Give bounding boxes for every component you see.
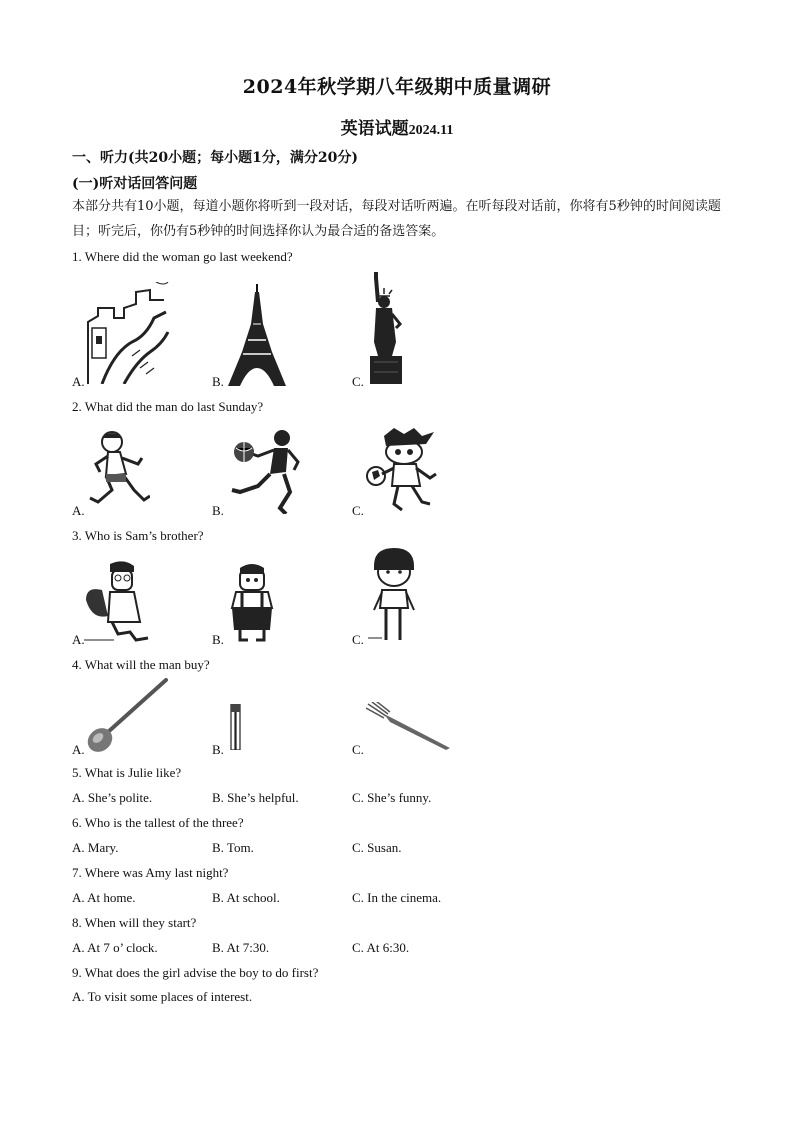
part-heading: (一)听对话回答问题: [72, 176, 198, 192]
q5-option-b: B. She’s helpful.: [212, 790, 299, 805]
q5-option-a: A. She’s polite.: [72, 790, 153, 805]
q7-option-a: A. At home.: [72, 890, 136, 905]
q1-option-b: B.: [212, 374, 224, 389]
q4-option-b: B.: [212, 742, 224, 757]
exam-subtitle: [0, 114, 794, 139]
q3-option-a-line: [72, 638, 114, 642]
eiffel-tower-picture: [228, 284, 286, 386]
q6-option-b: B. Tom.: [212, 840, 254, 855]
question-3: 3. Who is Sam’s brother?: [72, 528, 204, 543]
subtitle-date: 2024.11: [408, 123, 454, 138]
q4-option-c: C.: [352, 742, 364, 757]
fork-picture: [366, 702, 452, 752]
question-1: 1. Where did the woman go last weekend?: [72, 249, 293, 264]
q3-option-c: C.: [352, 632, 364, 647]
q6-option-a: A. Mary.: [72, 840, 119, 855]
question-6: 6. Who is the tallest of the three?: [72, 815, 244, 830]
question-2: 2. What did the man do last Sunday?: [72, 399, 264, 414]
q3-option-b: B.: [212, 632, 224, 647]
statue-of-liberty-picture: [362, 272, 410, 384]
spoon-picture: [84, 678, 170, 754]
q7-option-c: C. In the cinema.: [352, 890, 442, 905]
q2-option-a: A.: [72, 503, 85, 518]
q8-option-c: C. At 6:30.: [352, 940, 410, 955]
soccer-player-picture: [364, 428, 442, 514]
basketball-player-picture: [230, 428, 306, 514]
question-4: 4. What will the man buy?: [72, 657, 210, 672]
great-wall-picture: [84, 282, 170, 384]
question-9: 9. What does the girl advise the boy to do first?: [72, 965, 319, 980]
q7-option-b: B. At school.: [212, 890, 280, 905]
tall-boy-picture: [368, 548, 420, 644]
q8-option-a: A. At 7 o’ clock.: [72, 940, 158, 955]
question-7: 7. Where was Amy last night?: [72, 865, 229, 880]
q1-option-a: A.: [72, 374, 85, 389]
q2-option-b: B.: [212, 503, 224, 518]
question-8: 8. When will they start?: [72, 915, 197, 930]
q9-option-a: A. To visit some places of interest.: [72, 989, 253, 1004]
subtitle-text: 英语试题: [340, 119, 409, 139]
q8-option-b: B. At 7:30.: [212, 940, 270, 955]
exam-title: 2024年秋学期八年级期中质量调研: [242, 76, 552, 98]
boy-with-suspenders-picture: [226, 562, 278, 642]
q3-option-a: A.: [72, 632, 85, 647]
boy-with-backpack-picture: [84, 560, 152, 642]
instructions-paragraph: 本部分共有10小题，每道小题你将听到一段对话，每段对话听两遍。在听每段对话前，你将有5秒钟的时间阅读题目；听完后，你仍有5秒钟的时间选择你认为最合适的备选答案。: [72, 199, 721, 239]
chopsticks-picture: [230, 704, 242, 750]
q1-option-c: C.: [352, 374, 364, 389]
running-boy-picture: [86, 430, 150, 512]
q5-option-c: C. She’s funny.: [352, 790, 432, 805]
question-5: 5. What is Julie like?: [72, 765, 182, 780]
q4-option-a: A.: [72, 742, 85, 757]
q6-option-c: C. Susan.: [352, 840, 402, 855]
section-heading-listening: 一、听力(共20小题；每小题1分，满分20分): [72, 150, 358, 166]
q2-option-c: C.: [352, 503, 364, 518]
